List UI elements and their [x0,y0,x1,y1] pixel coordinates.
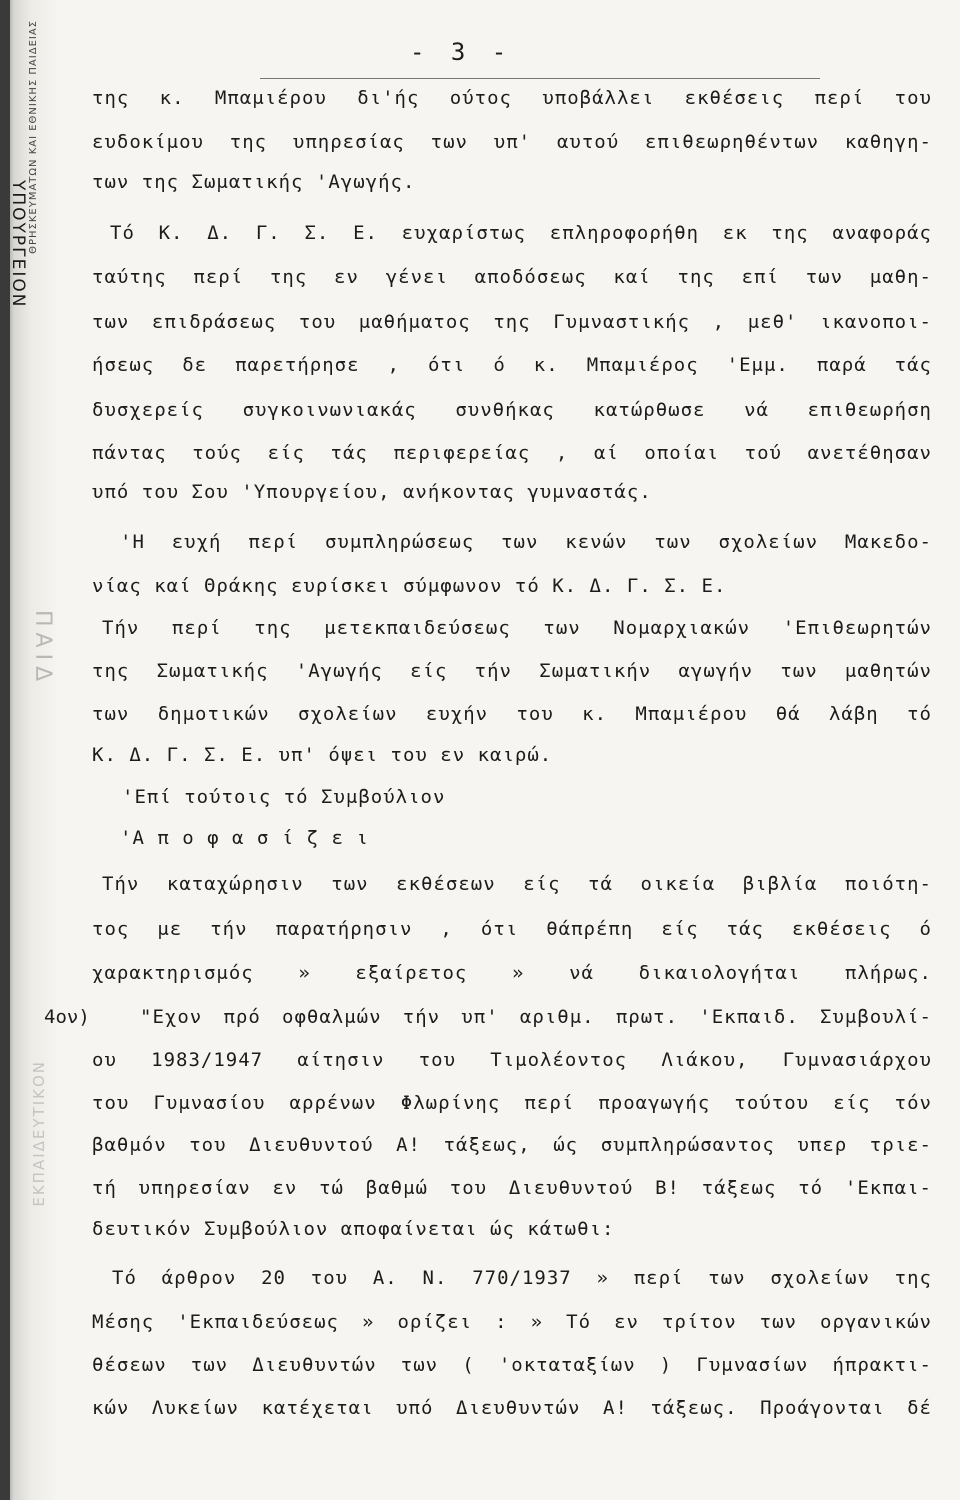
text-line: Τήν περί της μετεκπαιδεύσεως των Νομαρχιακών 'Επιθεωρητών [102,617,932,639]
text-line: των δημοτικών σχολείων ευχήν του κ. Μπαμιέρου θά λάβη τό [92,703,932,725]
text-line: υπό του Σου 'Υπουργείου, ανήκοντας γυμναστάς. [92,481,652,503]
text-line: πάντας τούς είς τάς περιφερείας , αί οποίαι τού ανετέθησαν [92,442,932,464]
ministry-stamp: ΥΠΟΥΡΓΕΙΟΝ [8,180,28,309]
text-line: Μέσης 'Εκπαιδεύσεως » ορίζει : » Τό εν τρίτον των οργανικών [92,1311,932,1333]
text-line: του Γυμνασίου αρρένων Φλωρίνης περί προαγωγής τούτου είς τόν [92,1092,932,1114]
text-line: χαρακτηρισμός » εξαίρετος » νά δικαιολογήται πλήρως. [92,962,932,984]
text-line: βαθμόν του Διευθυντού Α! τάξεως, ώς συμπληρώσαντος υπερ τριε- [92,1134,932,1156]
text-line: θέσεων των Διευθυντών των ( 'οκταταξίων ) Γυμνασίων ήπρακτι- [92,1354,932,1376]
text-line: Τό άρθρον 20 του Α. Ν. 770/1937 » περί των σχολείων της [112,1267,932,1289]
text-line: της κ. Μπαμιέρου δι'ής ούτος υποβάλλει εκθέσεις περί του [92,87,932,109]
text-line: τος με τήν παρατήρησιν , ότι θάπρέπη είς τάς εκθέσεις ό [92,918,932,940]
section-marker: 4ον) [44,1006,90,1028]
text-line: Κ. Δ. Γ. Σ. Ε. υπ' όψει του εν καιρώ. [92,744,553,766]
text-line: των επιδράσεως του μαθήματος της Γυμναστικής , μεθ' ικανοποι- [92,311,932,333]
text-line: 'Η ευχή περί συμπληρώσεως των κενών των σχολείων Μακεδο- [120,531,932,553]
text-line: ου 1983/1947 αίτησιν του Τιμολέοντος Λιάκου, Γυμνασιάρχου [92,1049,932,1071]
text-line: νίας καί Θράκης ευρίσκει σύμφωνον τό Κ. Δ. Γ. Σ. Ε. [92,575,727,597]
text-line: κών Λυκείων κατέχεται υπό Διευθυντών Α! τάξεως. Προάγονται δέ [92,1397,932,1419]
text-line: Τό Κ. Δ. Γ. Σ. Ε. ευχαρίστως επληροφορήθη εκ της αναφοράς [110,222,932,244]
text-line: της Σωματικής 'Αγωγής είς τήν Σωματικήν αγωγήν των μαθητών [92,660,932,682]
text-line: 'Α π ο φ α σ ί ζ ε ι [120,827,369,849]
text-line: 'Επί τούτοις τό Συμβούλιον [122,786,446,808]
vertical-margin-text: ΘΡΗΣΚΕΥΜΑΤΩΝ ΚΑΙ ΕΘΝΙΚΗΣ ΠΑΙΔΕΙΑΣ [28,20,39,254]
text-line: "Εχον πρό οφθαλμών τήν υπ' αριθμ. πρωτ. 'Εκπαιδ. Συμβουλί- [140,1006,932,1028]
text-line: δευτικόν Συμβούλιον αποφαίνεται ώς κάτωθι: [92,1218,615,1240]
text-line: ήσεως δε παρετήρησε , ότι ό κ. Μπαμιέρος 'Εμμ. παρά τάς [92,354,932,376]
text-line: τή υπηρεσίαν εν τώ βαθμώ του Διευθυντού Β! τάξεως τό 'Εκπαι- [92,1177,932,1199]
faint-margin-stamp: ΠΑΙΔ [30,610,55,688]
text-line: ταύτης περί της εν γένει αποδόσεως καί της επί των μαθη- [92,266,932,288]
text-line: των της Σωματικής 'Αγωγής. [92,171,416,193]
text-line: δυσχερείς συγκοινωνιακάς συνθήκας κατώρθωσε νά επιθεωρήση [92,399,932,421]
faint-margin-stamp-lower: ΕΚΠΑΙΔΕΥΤΙΚΟΝ [30,1060,48,1207]
text-line: Τήν καταχώρησιν των εκθέσεων είς τά οικεία βιβλία ποιότη- [102,873,932,895]
page-number: - 3 - [410,38,513,66]
text-line: ευδοκίμου της υπηρεσίας των υπ' αυτού επιθεωρηθέντων καθηγη- [92,131,932,153]
